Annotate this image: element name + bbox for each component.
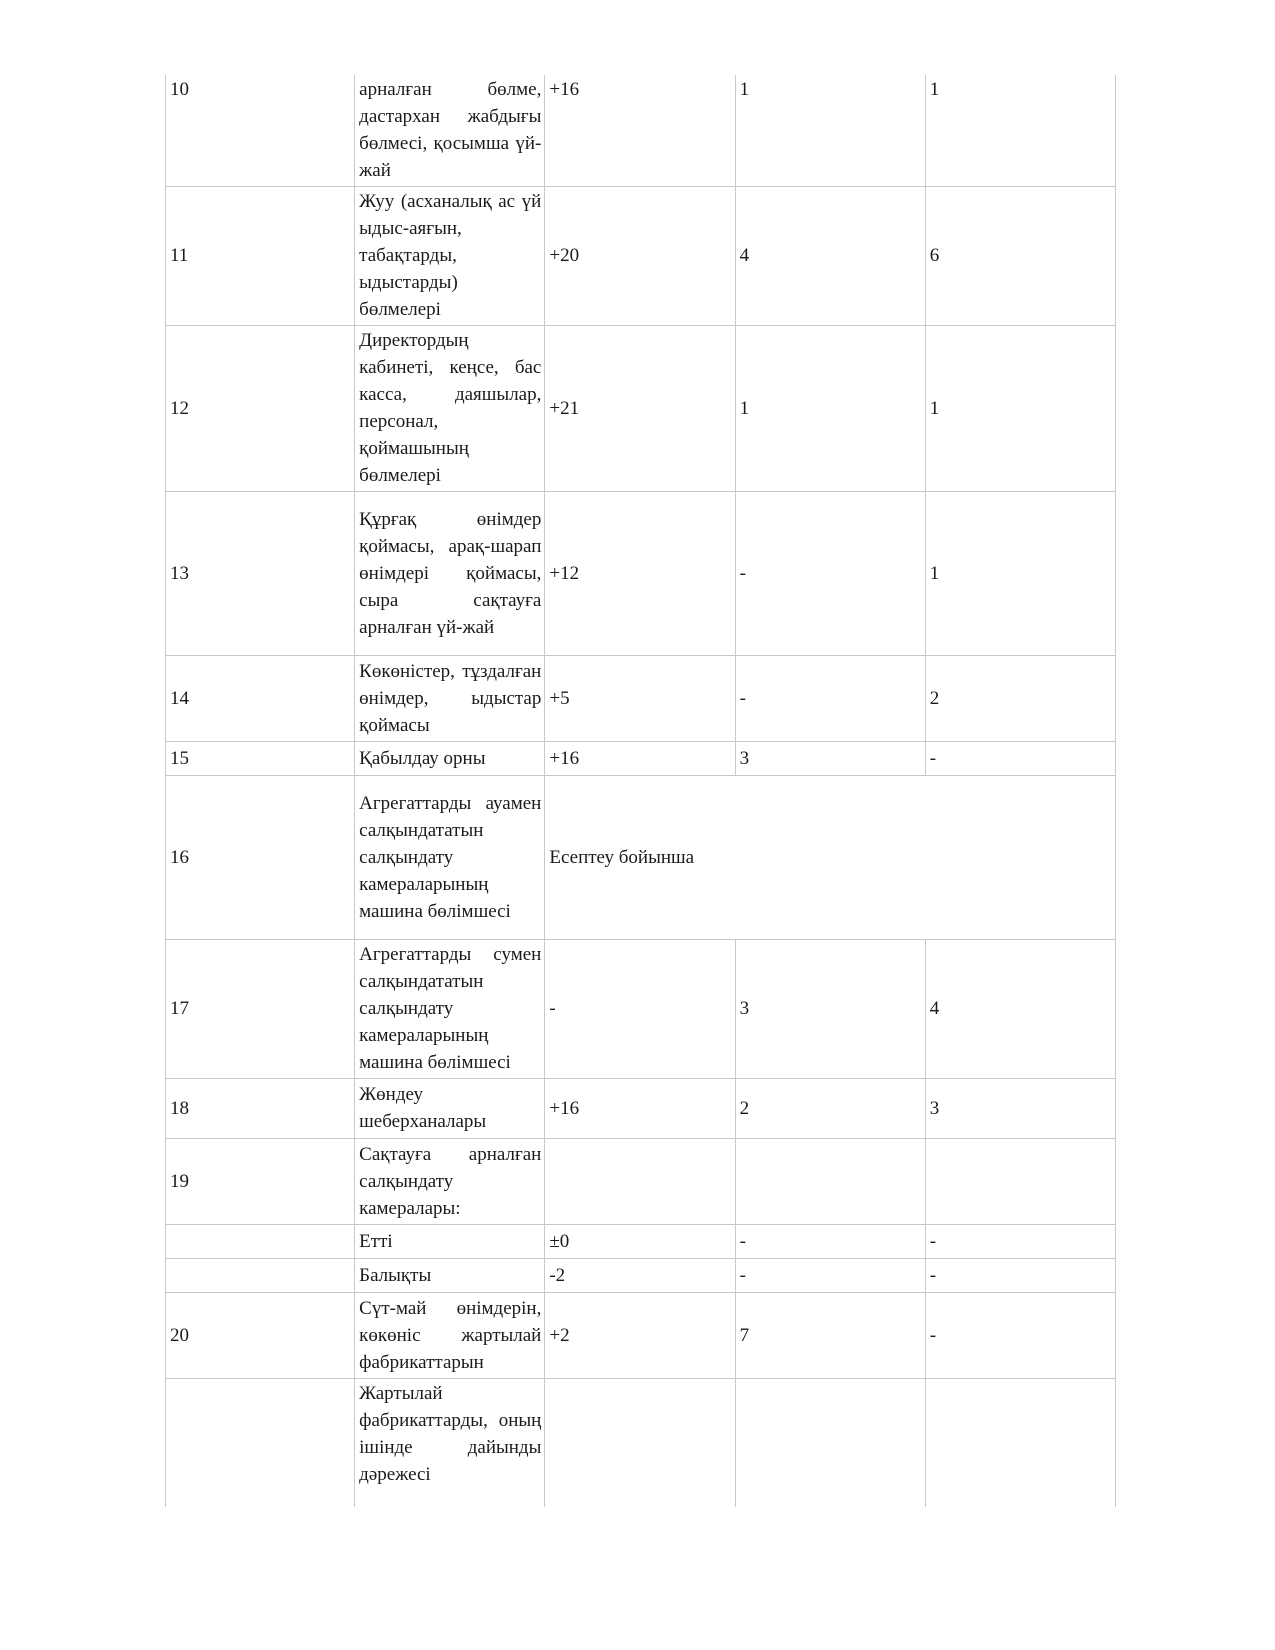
row-number: 15 xyxy=(166,742,355,776)
room-name: Жөндеу шеберханалары xyxy=(355,1079,545,1139)
table-row xyxy=(166,1379,1116,1507)
room-name: Агрегаттарды ауамен салқындататын салқындату камераларының машина бөлімшесі xyxy=(355,776,545,940)
data-table xyxy=(165,75,1116,1507)
merged-value-cell: Есептеу бойынша xyxy=(545,776,1116,940)
supply-value: 1 xyxy=(735,75,925,187)
room-name: Жуу (асханалық ас үй ыдыс-аяғын, табақтарды, ыдыстарды) бөлмелері xyxy=(355,187,545,326)
room-name: арналған бөлме, дастархан жабдығы бөлмесі, қосымша үй-жай xyxy=(355,75,545,187)
table-row xyxy=(166,656,1116,742)
supply-value xyxy=(735,1139,925,1225)
exhaust-value: 4 xyxy=(925,940,1115,1079)
room-name: Құрғақ өнімдер қоймасы, арақ-шарап өнімдері қоймасы, сыра сақтауға арналған үй-жай xyxy=(355,492,545,656)
table-row xyxy=(166,1293,1116,1379)
temperature-value: +20 xyxy=(545,187,735,326)
row-number: 10 xyxy=(166,75,355,187)
row-number: 19 xyxy=(166,1139,355,1225)
supply-value: 3 xyxy=(735,742,925,776)
row-number: 11 xyxy=(166,187,355,326)
table-row xyxy=(166,326,1116,492)
table-row xyxy=(166,75,1116,187)
room-name: Сүт-май өнімдерін, көкөніс жартылай фабрикаттарын xyxy=(355,1293,545,1379)
table-row xyxy=(166,187,1116,326)
row-number: 12 xyxy=(166,326,355,492)
table-row xyxy=(166,940,1116,1079)
temperature-value: - xyxy=(545,940,735,1079)
temperature-value xyxy=(545,1379,735,1507)
table-row xyxy=(166,1139,1116,1225)
row-number: 17 xyxy=(166,940,355,1079)
temperature-value: +21 xyxy=(545,326,735,492)
temperature-value: +16 xyxy=(545,742,735,776)
row-number: 20 xyxy=(166,1293,355,1379)
room-name: Агрегаттарды сумен салқындататын салқындату камераларының машина бөлімшесі xyxy=(355,940,545,1079)
exhaust-value: 6 xyxy=(925,187,1115,326)
exhaust-value: - xyxy=(925,1293,1115,1379)
exhaust-value: 1 xyxy=(925,75,1115,187)
supply-value: 1 xyxy=(735,326,925,492)
row-number xyxy=(166,1259,355,1293)
table-row xyxy=(166,492,1116,656)
room-name: Қабылдау орны xyxy=(355,742,545,776)
room-name: Директордың кабинеті, кеңсе, бас касса, даяшылар, персонал, қоймашының бөлмелері xyxy=(355,326,545,492)
row-number: 18 xyxy=(166,1079,355,1139)
table-row xyxy=(166,1079,1116,1139)
temperature-value: +16 xyxy=(545,1079,735,1139)
room-name: Жартылай фабрикаттарды, оның ішінде дайынды дәрежесі xyxy=(355,1379,545,1507)
temperature-value: +12 xyxy=(545,492,735,656)
table-row xyxy=(166,776,1116,940)
supply-value: - xyxy=(735,492,925,656)
temperature-value: ±0 xyxy=(545,1225,735,1259)
room-name: Көкөністер, тұздалған өнімдер, ыдыстар қоймасы xyxy=(355,656,545,742)
temperature-value: +2 xyxy=(545,1293,735,1379)
supply-value: 4 xyxy=(735,187,925,326)
room-name: Сақтауға арналған салқындату камералары: xyxy=(355,1139,545,1225)
row-number: 13 xyxy=(166,492,355,656)
supply-value: 3 xyxy=(735,940,925,1079)
table-row xyxy=(166,1259,1116,1293)
row-number xyxy=(166,1379,355,1507)
exhaust-value: 1 xyxy=(925,492,1115,656)
temperature-value: +5 xyxy=(545,656,735,742)
row-number xyxy=(166,1225,355,1259)
room-name: Балықты xyxy=(355,1259,545,1293)
table-row xyxy=(166,1225,1116,1259)
supply-value: 2 xyxy=(735,1079,925,1139)
exhaust-value xyxy=(925,1379,1115,1507)
temperature-value xyxy=(545,1139,735,1225)
row-number: 16 xyxy=(166,776,355,940)
temperature-value: -2 xyxy=(545,1259,735,1293)
exhaust-value: - xyxy=(925,1225,1115,1259)
exhaust-value xyxy=(925,1139,1115,1225)
room-name: Етті xyxy=(355,1225,545,1259)
temperature-value: +16 xyxy=(545,75,735,187)
exhaust-value: 3 xyxy=(925,1079,1115,1139)
supply-value: - xyxy=(735,1259,925,1293)
exhaust-value: - xyxy=(925,1259,1115,1293)
exhaust-value: - xyxy=(925,742,1115,776)
exhaust-value: 2 xyxy=(925,656,1115,742)
supply-value xyxy=(735,1379,925,1507)
exhaust-value: 1 xyxy=(925,326,1115,492)
supply-value: - xyxy=(735,656,925,742)
supply-value: 7 xyxy=(735,1293,925,1379)
row-number: 14 xyxy=(166,656,355,742)
supply-value: - xyxy=(735,1225,925,1259)
table-row xyxy=(166,742,1116,776)
